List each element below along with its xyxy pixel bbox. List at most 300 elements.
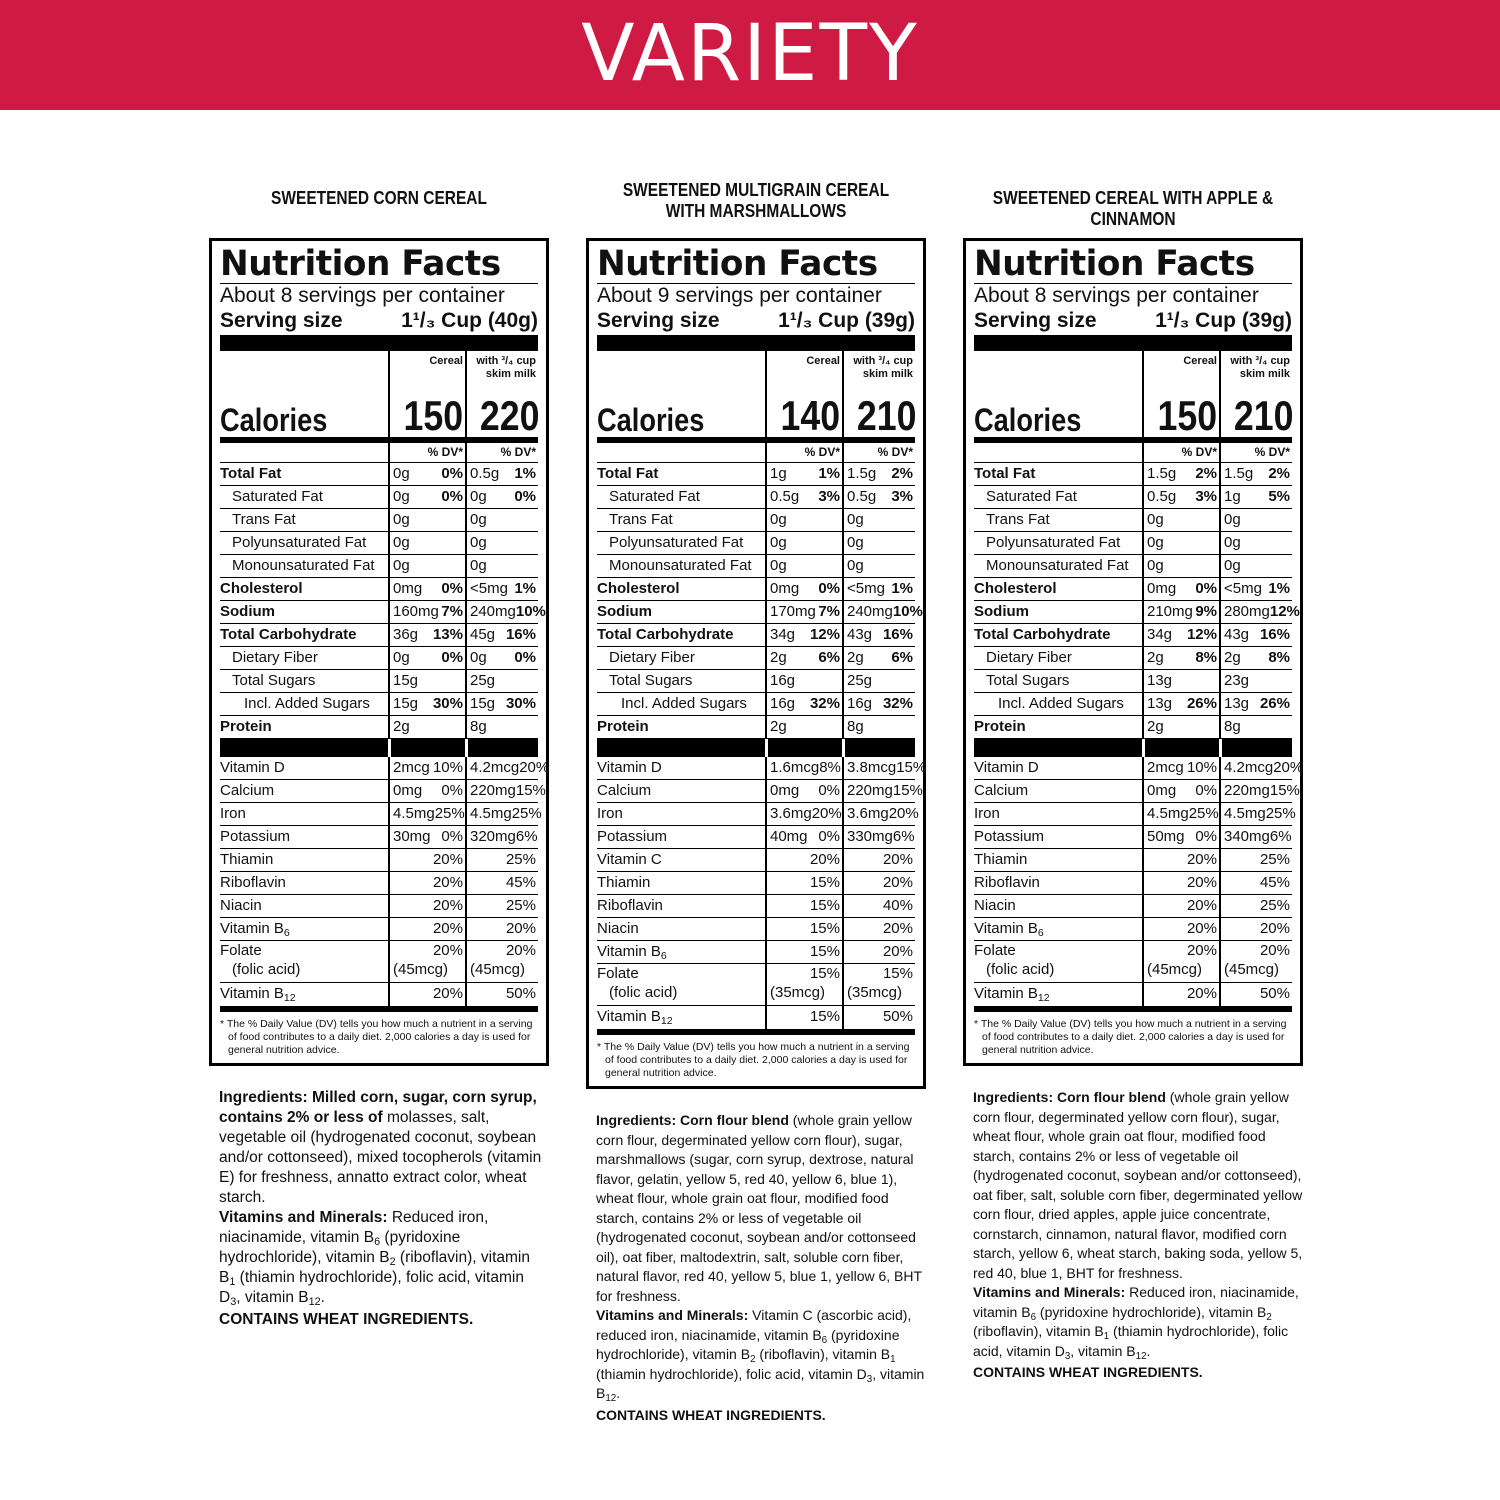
amount-cereal: 16g — [770, 672, 796, 689]
nutrient-cereal-cell — [1142, 918, 1219, 941]
amount-cereal: 0mg — [1147, 782, 1177, 799]
nutrient-cereal-cell — [765, 780, 842, 803]
amount-milk: 0g — [470, 649, 487, 666]
nutrient-milk-cell — [842, 624, 915, 647]
vitamin-divider-bar — [465, 739, 538, 757]
percent-dv-milk: 25% — [505, 851, 536, 868]
nutrient-cereal-cell — [388, 780, 465, 803]
nutrient-name: Potassium — [220, 826, 388, 849]
serving-size-label: Serving size — [597, 309, 720, 332]
bottom-bar — [597, 1029, 915, 1035]
amount-milk: <5mg — [847, 580, 885, 597]
amount-cereal: 0g — [1147, 557, 1164, 574]
calories-label-cell — [220, 403, 388, 443]
amount-milk: 0g — [1224, 534, 1241, 551]
amount-milk: 13g — [1224, 695, 1250, 712]
nutrient-cereal-cell — [1142, 780, 1219, 803]
amount-milk: 1.5g — [847, 465, 877, 482]
nutrient-name: Monounsaturated Fat — [597, 555, 765, 578]
nutrient-milk-cell — [1219, 578, 1292, 601]
nutrient-cereal-cell — [388, 693, 465, 716]
nutrient-cereal-cell — [765, 601, 842, 624]
nutrient-milk-cell — [1219, 624, 1292, 647]
calories-milk: 210 — [856, 392, 917, 439]
amount-milk: 25g — [847, 672, 873, 689]
amount-milk: 330mg — [847, 828, 893, 845]
percent-dv-milk: 1% — [891, 580, 913, 597]
nutrient-milk-cell — [1219, 509, 1292, 532]
amount-milk: 3.6mg — [847, 805, 889, 822]
ingredients-text — [219, 1088, 549, 1208]
amount-cereal: 0.5g — [1147, 488, 1177, 505]
nutrient-name: Vitamin D — [597, 757, 765, 780]
amount-milk: 16g — [847, 695, 873, 712]
nutrient-name: Total Fat — [597, 463, 765, 486]
nutrient-name: Polyunsaturated Fat — [220, 532, 388, 555]
percent-dv-cereal: 0% — [441, 465, 463, 482]
nutrient-milk-cell — [1219, 757, 1304, 780]
percent-dv-milk: 25% — [1265, 805, 1296, 822]
nutrient-milk-cell — [465, 509, 538, 532]
nutrient-name: Vitamin $B_6$ — [597, 941, 765, 964]
amount-cereal: 170mg — [770, 603, 816, 620]
column-header-cereal: Cereal — [1142, 351, 1219, 403]
percent-dv-milk: 6% — [1269, 828, 1292, 845]
servings-per-container: About 8 servings per container — [974, 284, 1259, 307]
nutrient-name: Thiamin — [220, 849, 388, 872]
nutrient-name: Trans Fat — [220, 509, 388, 532]
folate-label — [974, 941, 1142, 983]
product-column — [963, 180, 1303, 1383]
amount-milk: 4.5mg — [470, 805, 512, 822]
folate-amount-cereal: (45mcg) — [393, 961, 449, 978]
nutrient-name: Total Sugars — [597, 670, 765, 693]
folate-percent-cereal: 20% — [432, 942, 463, 959]
amount-cereal: 0.5g — [770, 488, 800, 505]
nutrient-milk-cell — [465, 716, 538, 739]
percent-dv-milk: 20% — [882, 851, 913, 868]
amount-cereal: 0mg — [770, 580, 800, 597]
nutrient-name: Vitamin D — [974, 757, 1142, 780]
nutrient-milk-cell — [842, 895, 915, 918]
vitamins-minerals-text — [219, 1208, 549, 1308]
amount-cereal: 4.5mg — [393, 805, 435, 822]
nutrient-milk-cell — [842, 780, 923, 803]
percent-dv-cereal: 9% — [1195, 603, 1217, 620]
amount-cereal: 0g — [770, 557, 787, 574]
percent-dv-milk: 1% — [514, 580, 536, 597]
percent-dv-milk: 0% — [514, 488, 536, 505]
nutrient-table — [220, 351, 550, 1006]
nutrient-name: Niacin — [597, 918, 765, 941]
folate-amount-milk: (35mcg) — [847, 984, 903, 1001]
nutrient-cereal-cell — [388, 647, 465, 670]
amount-milk: 320mg — [470, 828, 516, 845]
percent-dv-cereal: 0% — [441, 649, 463, 666]
nutrient-cereal-cell — [1142, 803, 1219, 826]
nutrient-cereal-cell — [765, 509, 842, 532]
nutrient-name: Trans Fat — [597, 509, 765, 532]
percent-dv-cereal: 12% — [809, 626, 840, 643]
nutrient-cereal-cell — [1142, 872, 1219, 895]
percent-dv-milk: 26% — [1259, 695, 1290, 712]
nutrient-cereal-cell — [1142, 757, 1219, 780]
amount-cereal: 3.6mg — [770, 805, 812, 822]
vitamins-minerals-text — [596, 1306, 926, 1404]
folate-milk-cell — [465, 941, 538, 983]
nutrient-name: Protein — [597, 716, 765, 739]
amount-cereal: 2g — [770, 649, 787, 666]
nutrient-milk-cell — [842, 670, 915, 693]
nutrient-cereal-cell — [388, 486, 465, 509]
percent-dv-cereal: 15% — [809, 897, 840, 914]
percent-dv-cereal: 15% — [809, 874, 840, 891]
nutrient-cereal-cell — [1142, 555, 1219, 578]
nutrient-name: Calcium — [220, 780, 388, 803]
nutrient-name: Potassium — [597, 826, 765, 849]
nutrient-cereal-cell — [388, 895, 465, 918]
nutrient-milk-cell — [465, 555, 538, 578]
column-header-cereal: Cereal — [765, 351, 842, 403]
nutrient-cereal-cell — [1142, 532, 1219, 555]
percent-dv-cereal: 12% — [1186, 626, 1217, 643]
percent-dv-milk: 1% — [1268, 580, 1290, 597]
nutrient-milk-cell — [465, 918, 538, 941]
nutrient-cereal-cell — [388, 555, 465, 578]
folate-amount-milk: (45mcg) — [1224, 961, 1280, 978]
nutrient-name: Dietary Fiber — [597, 647, 765, 670]
folate-amount-milk: (45mcg) — [470, 961, 526, 978]
folate-cereal-cell — [765, 964, 842, 1006]
nutrient-name: Cholesterol — [597, 578, 765, 601]
percent-dv-milk: 10% — [515, 603, 546, 620]
amount-milk: 280mg — [1224, 603, 1270, 620]
b12-percent-milk: 50% — [1259, 985, 1290, 1002]
nutrient-name: Total Fat — [974, 463, 1142, 486]
nutrient-name: Total Sugars — [220, 670, 388, 693]
serving-size-row — [220, 308, 538, 333]
nutrient-name: Polyunsaturated Fat — [974, 532, 1142, 555]
nutrient-name: Saturated Fat — [974, 486, 1142, 509]
ingredients-label: Ingredients: — [219, 1089, 313, 1106]
nutrient-cereal-cell — [1142, 670, 1219, 693]
calories-label: Calories — [974, 402, 1082, 438]
percent-dv-milk: 6% — [892, 828, 915, 845]
percent-dv-cereal: 20% — [811, 805, 842, 822]
folate-percent-cereal: 15% — [809, 965, 840, 982]
folate-name: Folate — [974, 942, 1016, 959]
percent-dv-cereal: 3% — [1195, 488, 1217, 505]
percent-dv-cereal: 1% — [818, 465, 840, 482]
calories-milk-cell — [842, 392, 917, 443]
percent-dv-milk: 6% — [891, 649, 913, 666]
amount-milk: 43g — [1224, 626, 1250, 643]
amount-cereal: 0g — [393, 511, 410, 528]
vitamins-minerals-label: Vitamins and Minerals: — [219, 1209, 388, 1226]
amount-milk: 4.2mcg — [470, 759, 520, 776]
calories-label: Calories — [220, 402, 328, 438]
amount-cereal: 0g — [393, 557, 410, 574]
nutrient-cereal-cell — [1142, 463, 1219, 486]
thick-bar — [597, 335, 915, 351]
nutrient-cereal-cell — [765, 941, 842, 964]
folate-sub: (folic acid) — [232, 961, 301, 978]
folate-percent-milk: 20% — [505, 942, 536, 959]
serving-size-label: Serving size — [974, 309, 1097, 332]
column-header-milk: with ³/₄ cup skim milk — [465, 351, 538, 403]
nutrient-name: Vitamin D — [220, 757, 388, 780]
calories-cereal-cell — [765, 392, 842, 443]
nutrient-name: Saturated Fat — [220, 486, 388, 509]
calories-cereal: 140 — [780, 392, 841, 439]
amount-cereal: 0g — [393, 649, 410, 666]
vitamin-divider-bar — [220, 739, 388, 757]
banner — [0, 0, 1500, 110]
nutrient-milk-cell — [1219, 895, 1292, 918]
amount-cereal: 34g — [1147, 626, 1173, 643]
b12-percent-cereal: 20% — [432, 985, 463, 1002]
nutrient-milk-cell — [465, 601, 546, 624]
nutrient-milk-cell — [842, 463, 915, 486]
folate-name: Folate — [220, 942, 262, 959]
nutrient-milk-cell — [465, 624, 538, 647]
percent-dv-milk: 6% — [515, 828, 538, 845]
folate-sub: (folic acid) — [609, 984, 678, 1001]
bottom-bar — [220, 1006, 538, 1012]
product-name: SWEETENED CEREAL WITH APPLE & CINNAMON — [992, 188, 1274, 229]
percent-dv-cereal: 0% — [818, 828, 840, 845]
percent-dv-cereal: 7% — [818, 603, 840, 620]
nutrient-cereal-cell — [388, 716, 465, 739]
percent-dv-cereal: 20% — [432, 920, 463, 937]
amount-milk: 25g — [470, 672, 496, 689]
product-column — [586, 180, 926, 1425]
product-column — [209, 180, 549, 1330]
percent-dv-cereal: 0% — [1195, 782, 1217, 799]
ingredients-block — [586, 1111, 926, 1425]
percent-dv-cereal: 0% — [818, 580, 840, 597]
nutrient-cereal-cell — [765, 872, 842, 895]
dv-footnote: * The % Daily Value (DV) tells you how much a nutrient in a serving of food contributes to a daily diet. 2,000 calories a day is used for general nutrition advice. — [597, 1041, 910, 1079]
percent-dv-cereal: 0% — [1195, 828, 1217, 845]
nutrient-cereal-cell — [765, 803, 842, 826]
nutrient-cereal-cell — [765, 578, 842, 601]
amount-milk: 340mg — [1224, 828, 1270, 845]
nutrient-milk-cell — [842, 693, 915, 716]
percent-dv-cereal: 7% — [441, 603, 463, 620]
nutrient-cereal-cell — [765, 555, 842, 578]
nutrient-name: Sodium — [974, 601, 1142, 624]
percent-dv-cereal: 20% — [1186, 920, 1217, 937]
amount-cereal: 1g — [770, 465, 787, 482]
nutrient-cereal-cell — [1142, 624, 1219, 647]
dv-header-cereal: % DV* — [1142, 443, 1219, 463]
amount-cereal: 0mg — [770, 782, 800, 799]
nutrient-milk-cell — [842, 826, 915, 849]
percent-dv-milk: 20% — [882, 920, 913, 937]
nutrient-milk-cell — [1219, 670, 1292, 693]
header-blank — [597, 351, 765, 403]
b12-percent-cereal: 20% — [1186, 985, 1217, 1002]
dv-blank — [974, 443, 1142, 463]
nutrient-milk-cell — [465, 780, 546, 803]
vitamins-minerals-list: Vitamin C (ascorbic acid), reduced iron, niacinamide, vitamin $B_6$ (pyridoxine hydrochloride), vitamin $B_2$ (riboflavin), vitamin $B_1$ (thiamin hydrochloride), folic acid, vitamin $D_3$, vitamin $B_{12}$. — [596, 1307, 925, 1404]
column-header-milk: with ³/₄ cup skim milk — [842, 351, 915, 403]
nutrient-milk-cell — [842, 509, 915, 532]
percent-dv-cereal: 30% — [432, 695, 463, 712]
amount-milk: 2g — [847, 649, 864, 666]
nutrient-milk-cell — [1219, 872, 1292, 895]
nutrient-name: Vitamin $B_6$ — [220, 918, 388, 941]
nutrient-name: Saturated Fat — [597, 486, 765, 509]
dv-blank — [220, 443, 388, 463]
nutrient-cereal-cell — [388, 872, 465, 895]
percent-dv-milk: 25% — [1259, 851, 1290, 868]
nutrient-milk-cell — [842, 555, 915, 578]
ingredients-block — [963, 1088, 1303, 1383]
vitamin-divider-bar — [1219, 739, 1292, 757]
nutrient-cereal-cell — [1142, 486, 1219, 509]
amount-cereal: 40mg — [770, 828, 808, 845]
nutrient-milk-cell — [465, 757, 550, 780]
amount-cereal: 0g — [1147, 511, 1164, 528]
nutrient-milk-cell — [465, 849, 538, 872]
nutrient-milk-cell — [1219, 532, 1292, 555]
folate-label — [220, 941, 388, 983]
amount-cereal: 16g — [770, 695, 796, 712]
vitamin-b12-label: Vitamin $B_{12}$ — [974, 985, 1050, 1004]
nutrient-name: Polyunsaturated Fat — [597, 532, 765, 555]
nutrient-name: Riboflavin — [220, 872, 388, 895]
calories-label: Calories — [597, 402, 705, 438]
nutrient-name: Sodium — [220, 601, 388, 624]
nutrient-milk-cell — [1219, 826, 1292, 849]
amount-milk: 220mg — [1224, 782, 1270, 799]
nutrient-cereal-cell — [765, 463, 842, 486]
percent-dv-milk: 0% — [514, 649, 536, 666]
nutrient-name: Trans Fat — [974, 509, 1142, 532]
amount-cereal: 13g — [1147, 695, 1173, 712]
nutrient-milk-cell — [465, 647, 538, 670]
percent-dv-cereal: 10% — [1186, 759, 1217, 776]
percent-dv-milk: 30% — [505, 695, 536, 712]
percent-dv-milk: 15% — [515, 782, 546, 799]
nutrient-name: Cholesterol — [974, 578, 1142, 601]
nutrient-milk-cell — [842, 578, 915, 601]
amount-cereal: 0g — [393, 465, 410, 482]
calories-milk: 220 — [479, 392, 540, 439]
amount-milk: 0.5g — [847, 488, 877, 505]
calories-label-cell — [974, 403, 1142, 443]
percent-dv-cereal: 32% — [809, 695, 840, 712]
servings-per-container: About 9 servings per container — [597, 284, 882, 307]
serving-size-value: 1¹/₃ Cup (39g) — [778, 309, 915, 332]
b12-percent-cereal: 15% — [809, 1008, 840, 1025]
nutrient-cereal-cell — [1142, 826, 1219, 849]
nutrition-facts-title: Nutrition Facts — [220, 244, 501, 284]
nutrient-milk-cell — [465, 693, 538, 716]
nutrient-milk-cell — [465, 670, 538, 693]
amount-cereal: 15g — [393, 695, 419, 712]
nutrient-name: Total Carbohydrate — [597, 624, 765, 647]
nutrient-name: Dietary Fiber — [220, 647, 388, 670]
percent-dv-milk: 20% — [519, 759, 550, 776]
nutrient-milk-cell — [1219, 918, 1292, 941]
vitamins-minerals-list: Reduced iron, niacinamide, vitamin $B_6$ (pyridoxine hydrochloride), vitamin $B_2$ (riboflavin), vitamin $B_1$ (thiamin hydrochloride), folic acid, vitamin $D_3$, vitamin $B_{12}$. — [973, 1284, 1299, 1362]
folate-percent-milk: 15% — [882, 965, 913, 982]
percent-dv-cereal: 0% — [441, 828, 463, 845]
nutrient-milk-cell — [842, 716, 915, 739]
percent-dv-cereal: 20% — [1186, 874, 1217, 891]
nutrient-name: Total Sugars — [974, 670, 1142, 693]
vitamin-divider-bar — [974, 739, 1142, 757]
nutrient-cereal-cell — [388, 601, 465, 624]
vitamin-divider-bar — [765, 739, 842, 757]
percent-dv-cereal: 0% — [441, 580, 463, 597]
amount-milk: 2g — [1224, 649, 1241, 666]
nutrient-milk-cell — [1219, 486, 1292, 509]
percent-dv-milk: 15% — [1269, 782, 1300, 799]
calories-cereal: 150 — [1157, 392, 1218, 439]
nutrient-milk-cell — [465, 532, 538, 555]
nutrient-milk-cell — [842, 803, 919, 826]
nutrient-milk-cell — [1219, 555, 1292, 578]
nutrient-cereal-cell — [1142, 578, 1219, 601]
percent-dv-milk: 20% — [888, 805, 919, 822]
percent-dv-milk: 15% — [896, 759, 927, 776]
vitamin-divider-bar — [842, 739, 915, 757]
percent-dv-milk: 12% — [1269, 603, 1300, 620]
nutrient-milk-cell — [842, 647, 915, 670]
nutrient-name: Sodium — [597, 601, 765, 624]
calories-cereal-cell — [1142, 392, 1219, 443]
nutrient-table — [974, 351, 1304, 1006]
amount-milk: 23g — [1224, 672, 1250, 689]
b12-milk-cell — [465, 983, 538, 1006]
vitamin-b12-label: Vitamin $B_{12}$ — [597, 1008, 673, 1027]
nutrient-cereal-cell — [1142, 849, 1219, 872]
b12-milk-cell — [842, 1006, 915, 1029]
percent-dv-cereal: 0% — [441, 782, 463, 799]
percent-dv-milk: 15% — [892, 782, 923, 799]
amount-cereal: 0g — [393, 534, 410, 551]
folate-label — [597, 964, 765, 1006]
nutrient-name: Vitamin $B_6$ — [974, 918, 1142, 941]
amount-milk: 43g — [847, 626, 873, 643]
nutrient-milk-cell — [1219, 716, 1292, 739]
nutrient-cereal-cell — [1142, 601, 1219, 624]
amount-milk: 15g — [470, 695, 496, 712]
percent-dv-cereal: 3% — [818, 488, 840, 505]
amount-cereal: 0mg — [393, 580, 423, 597]
folate-name: Folate — [597, 965, 639, 982]
nutrition-facts-panel — [963, 238, 1303, 1066]
nutrient-milk-cell — [465, 803, 542, 826]
nutrient-milk-cell — [842, 757, 927, 780]
serving-size-row — [974, 308, 1292, 333]
b12-cereal-cell — [1142, 983, 1219, 1006]
nutrition-facts-title: Nutrition Facts — [597, 244, 878, 284]
banner-title: VARIETY — [581, 9, 919, 99]
nutrient-milk-cell — [465, 463, 538, 486]
amount-milk: 240mg — [470, 603, 516, 620]
amount-cereal: 36g — [393, 626, 419, 643]
amount-milk: 8g — [847, 718, 864, 735]
nutrient-cereal-cell — [765, 826, 842, 849]
percent-dv-cereal: 8% — [1195, 649, 1217, 666]
amount-cereal: 1.5g — [1147, 465, 1177, 482]
nutrient-milk-cell — [1219, 463, 1292, 486]
